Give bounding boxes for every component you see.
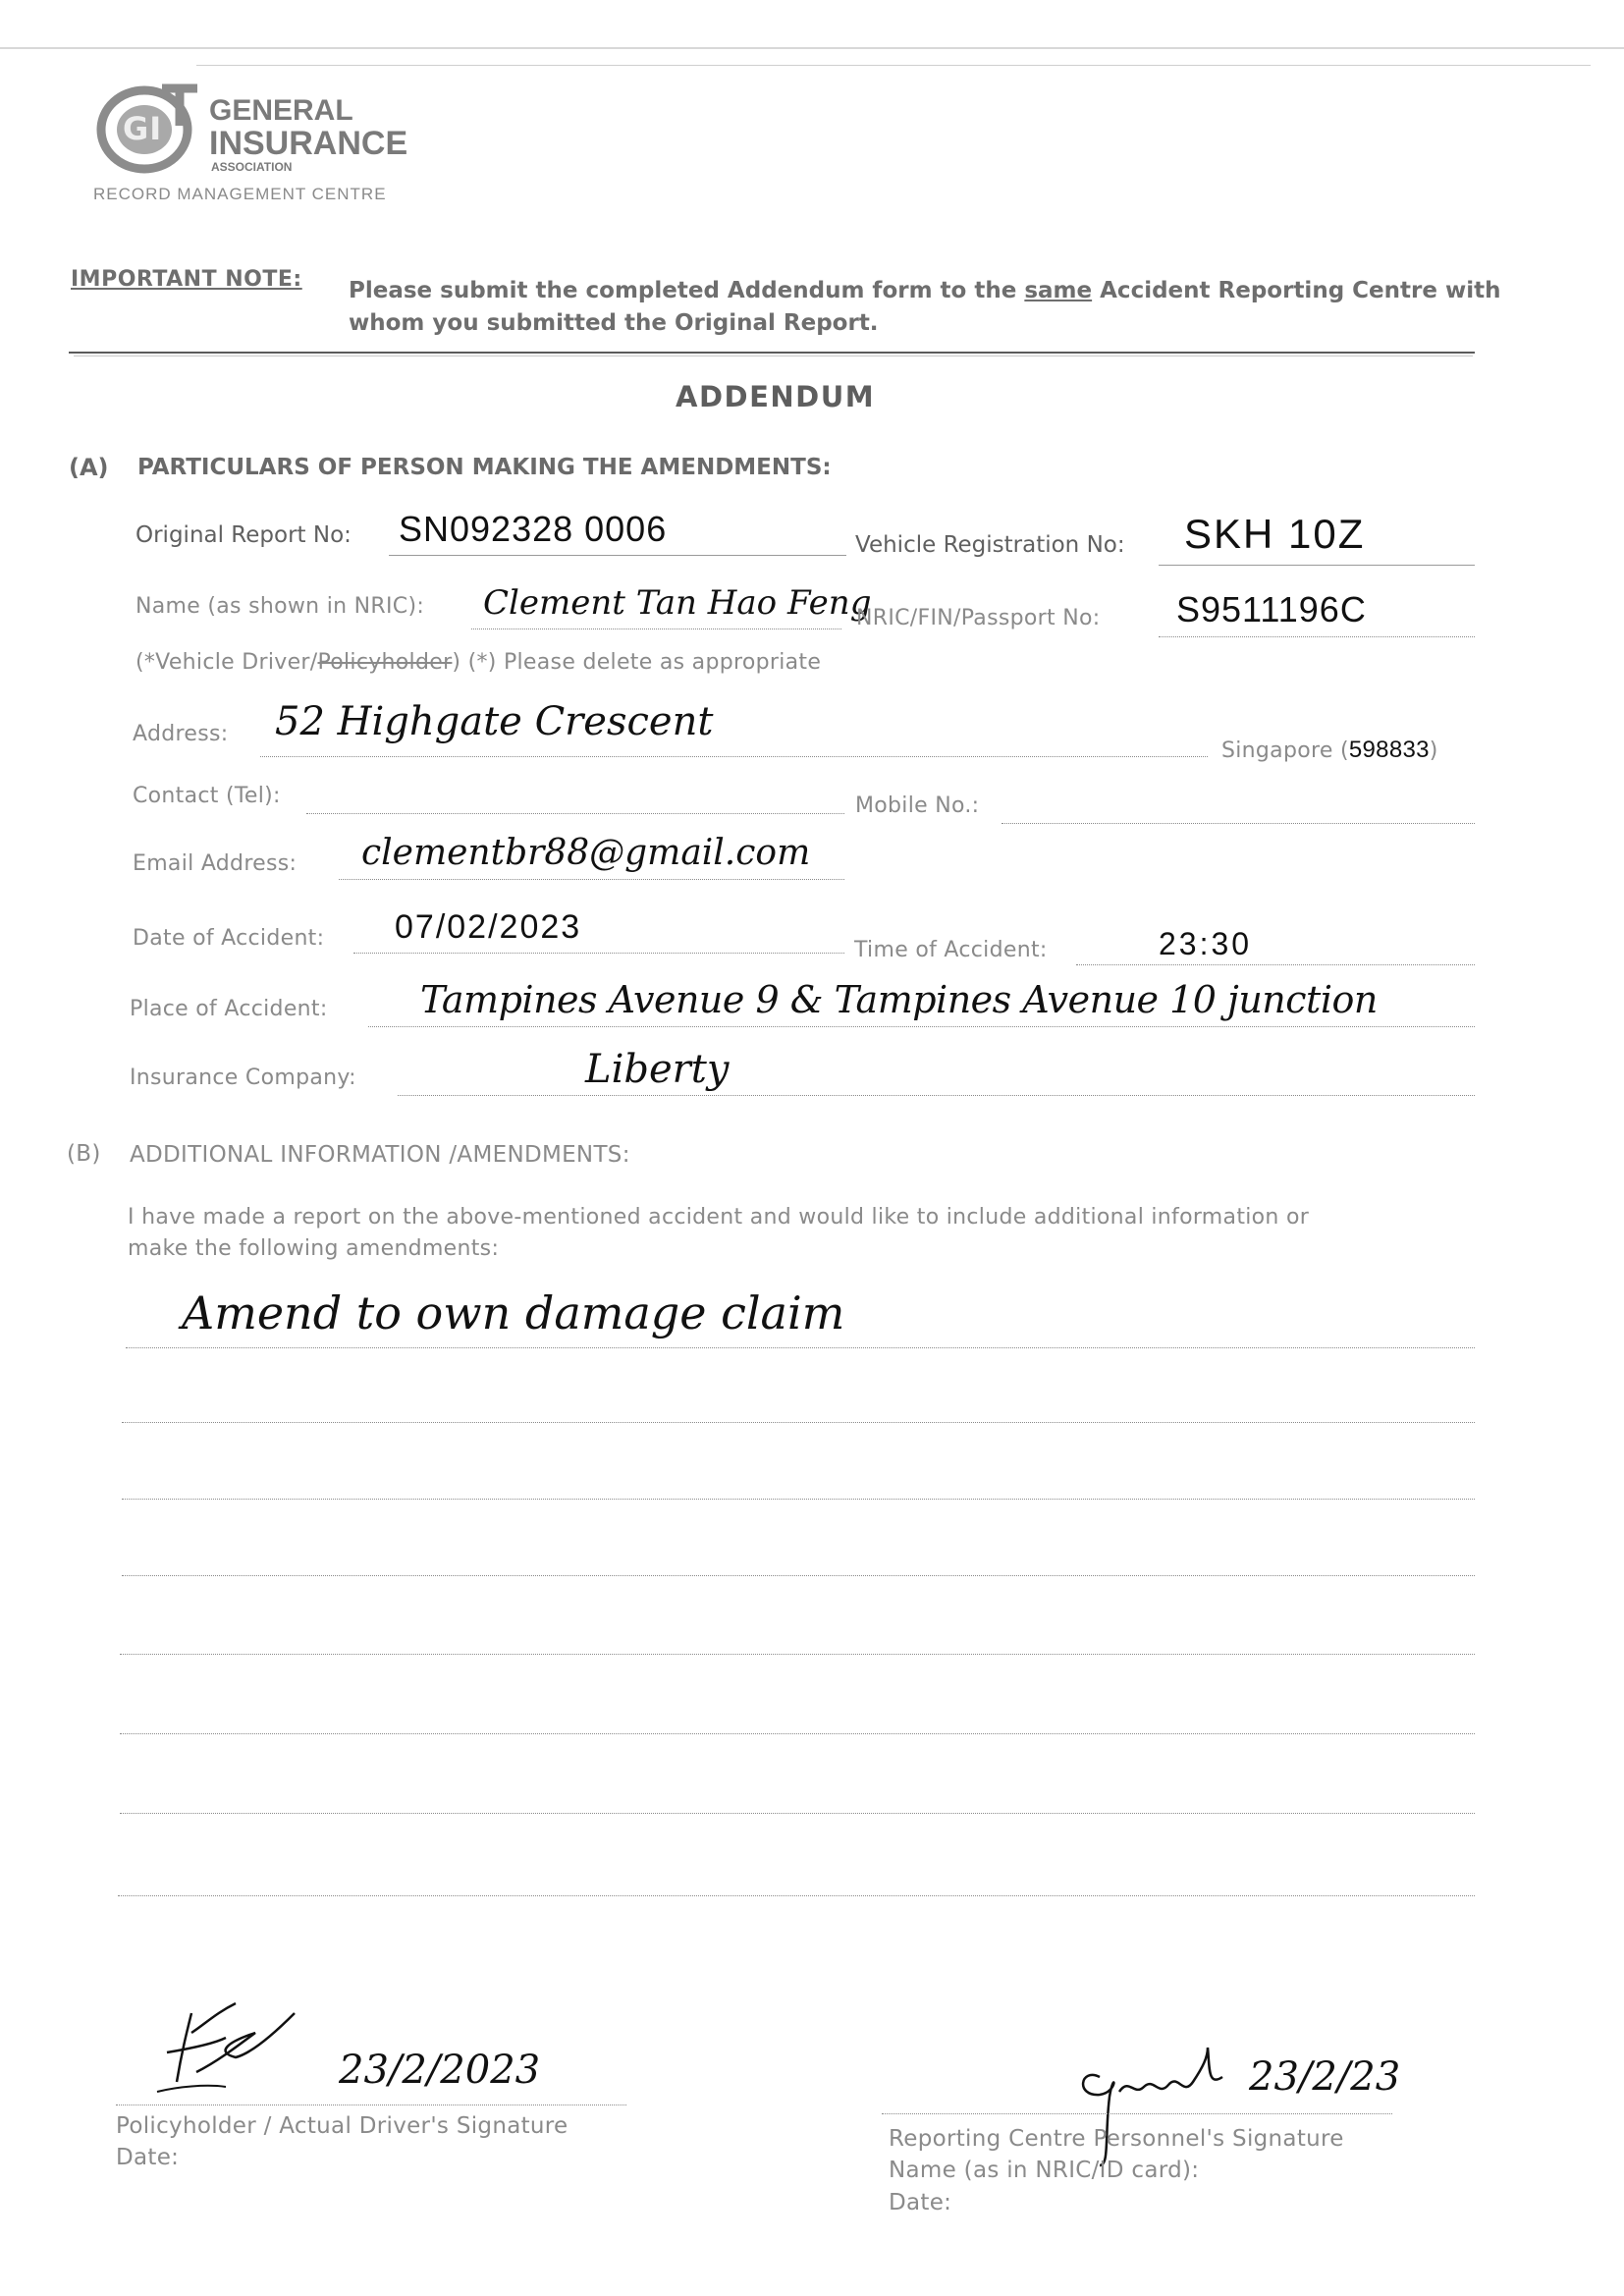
nric-value[interactable]: S9511196C bbox=[1176, 589, 1367, 629]
note-divider bbox=[69, 352, 1475, 354]
policyholder-signature-label: Policyholder / Actual Driver's Signature bbox=[116, 2113, 568, 2139]
section-a-heading: PARTICULARS OF PERSON MAKING THE AMENDMENTS: bbox=[137, 455, 832, 480]
section-b-heading: ADDITIONAL INFORMATION /AMENDMENTS: bbox=[130, 1142, 630, 1168]
vehicle-registration-line bbox=[1159, 565, 1475, 566]
amendment-line-7 bbox=[120, 1813, 1475, 1814]
place-of-accident-value[interactable]: Tampines Avenue 9 & Tampines Avenue 10 junction bbox=[420, 978, 1378, 1021]
vehicle-registration-label: Vehicle Registration No: bbox=[855, 532, 1125, 558]
amendment-line-5 bbox=[120, 1654, 1475, 1655]
role-prefix: (*Vehicle Driver/ bbox=[135, 650, 318, 675]
important-note-label: IMPORTANT NOTE: bbox=[71, 267, 302, 292]
centre-signature bbox=[1060, 2038, 1257, 2175]
form-title: ADDENDUM bbox=[676, 380, 876, 413]
date-of-accident-line bbox=[353, 953, 844, 954]
mobile-no-line bbox=[1001, 823, 1475, 824]
date-of-accident-value[interactable]: 07/02/2023 bbox=[395, 908, 582, 946]
logo-line1: GENERAL bbox=[209, 94, 353, 127]
role-suffix: ) (*) Please delete as appropriate bbox=[452, 650, 822, 675]
logo-monogram: GI bbox=[123, 110, 163, 147]
centre-date-label: Date: bbox=[889, 2190, 952, 2215]
insurance-company-line bbox=[398, 1095, 1475, 1096]
role-struck-option[interactable]: Policyholder bbox=[317, 650, 453, 675]
insurance-company-label: Insurance Company: bbox=[130, 1066, 356, 1090]
section-b-intro bbox=[128, 1202, 1483, 1265]
centre-date-value[interactable]: 23/2/23 bbox=[1249, 2054, 1401, 2100]
section-a-marker: (A) bbox=[69, 454, 109, 481]
address-value[interactable]: 52 Highgate Crescent bbox=[275, 699, 714, 744]
logo-line2: INSURANCE bbox=[209, 125, 408, 162]
amendment-line-4 bbox=[122, 1575, 1475, 1576]
address-label: Address: bbox=[133, 722, 229, 746]
time-of-accident-value[interactable]: 23:30 bbox=[1159, 926, 1253, 961]
centre-name-label: Name (as in NRIC/ID card): bbox=[889, 2158, 1200, 2183]
important-note-line2: whom you submitted the Original Report. bbox=[349, 310, 879, 336]
insurance-company-value[interactable]: Liberty bbox=[585, 1047, 730, 1092]
amendment-line-2 bbox=[122, 1422, 1475, 1423]
scan-edge-top bbox=[0, 47, 1624, 49]
date-of-accident-label: Date of Accident: bbox=[133, 926, 325, 951]
mobile-no-label: Mobile No.: bbox=[855, 793, 980, 818]
original-report-no-label: Original Report No: bbox=[135, 522, 352, 548]
policyholder-signature bbox=[137, 1994, 314, 2102]
note-text-before: Please submit the completed Addendum form to the bbox=[349, 278, 1025, 303]
centre-signature-label: Reporting Centre Personnel's Signature bbox=[889, 2126, 1344, 2152]
note-text-underlined: same bbox=[1024, 278, 1093, 303]
scan-edge-top-2 bbox=[196, 65, 1591, 66]
section-b-marker: (B) bbox=[67, 1141, 101, 1167]
centre-signature-line bbox=[882, 2113, 1392, 2114]
place-of-accident-line bbox=[368, 1026, 1475, 1027]
email-value[interactable]: clementbr88@gmail.com bbox=[361, 833, 811, 873]
amendment-line-1 bbox=[126, 1347, 1475, 1348]
amendment-line-8 bbox=[118, 1895, 1475, 1896]
name-value[interactable]: Clement Tan Hao Feng bbox=[483, 583, 872, 623]
place-of-accident-label: Place of Accident: bbox=[130, 997, 328, 1021]
nric-line bbox=[1159, 636, 1475, 637]
role-selection bbox=[135, 650, 821, 675]
logo-line3: ASSOCIATION bbox=[211, 160, 293, 174]
singapore-postal bbox=[1221, 737, 1438, 764]
address-line bbox=[260, 756, 1208, 757]
section-b-intro-line1: I have made a report on the above-mentioned accident and would like to include additional information or bbox=[128, 1205, 1310, 1230]
policyholder-date-label: Date: bbox=[116, 2145, 180, 2170]
gia-logo bbox=[93, 81, 407, 213]
important-note-text bbox=[349, 275, 1556, 340]
note-text-after: Accident Reporting Centre with bbox=[1092, 278, 1501, 303]
amendment-line-6 bbox=[120, 1733, 1475, 1734]
amendment-text[interactable]: Amend to own damage claim bbox=[182, 1286, 845, 1339]
original-report-no-value[interactable]: SN092328 0006 bbox=[399, 509, 668, 549]
section-b-intro-line2: make the following amendments: bbox=[128, 1236, 500, 1261]
contact-tel-label: Contact (Tel): bbox=[133, 784, 281, 808]
email-label: Email Address: bbox=[133, 851, 298, 876]
email-line bbox=[339, 879, 844, 880]
vehicle-registration-value[interactable]: SKH 10Z bbox=[1184, 511, 1366, 557]
original-report-no-line bbox=[389, 555, 846, 556]
postal-code-value[interactable]: 598833 bbox=[1348, 737, 1430, 763]
singapore-label: Singapore ( bbox=[1221, 738, 1349, 763]
time-of-accident-label: Time of Accident: bbox=[854, 938, 1048, 962]
note-divider-2 bbox=[74, 355, 1473, 356]
logo-subtitle: RECORD MANAGEMENT CENTRE bbox=[93, 185, 387, 203]
singapore-close: ) bbox=[1429, 738, 1438, 763]
amendment-line-3 bbox=[122, 1499, 1475, 1500]
policyholder-date-value[interactable]: 23/2/2023 bbox=[339, 2048, 541, 2093]
contact-tel-line bbox=[306, 813, 844, 814]
important-note-line1 bbox=[349, 275, 1556, 307]
time-of-accident-line bbox=[1076, 964, 1475, 965]
name-label: Name (as shown in NRIC): bbox=[135, 594, 425, 619]
nric-label: NRIC/FIN/Passport No: bbox=[856, 606, 1101, 630]
